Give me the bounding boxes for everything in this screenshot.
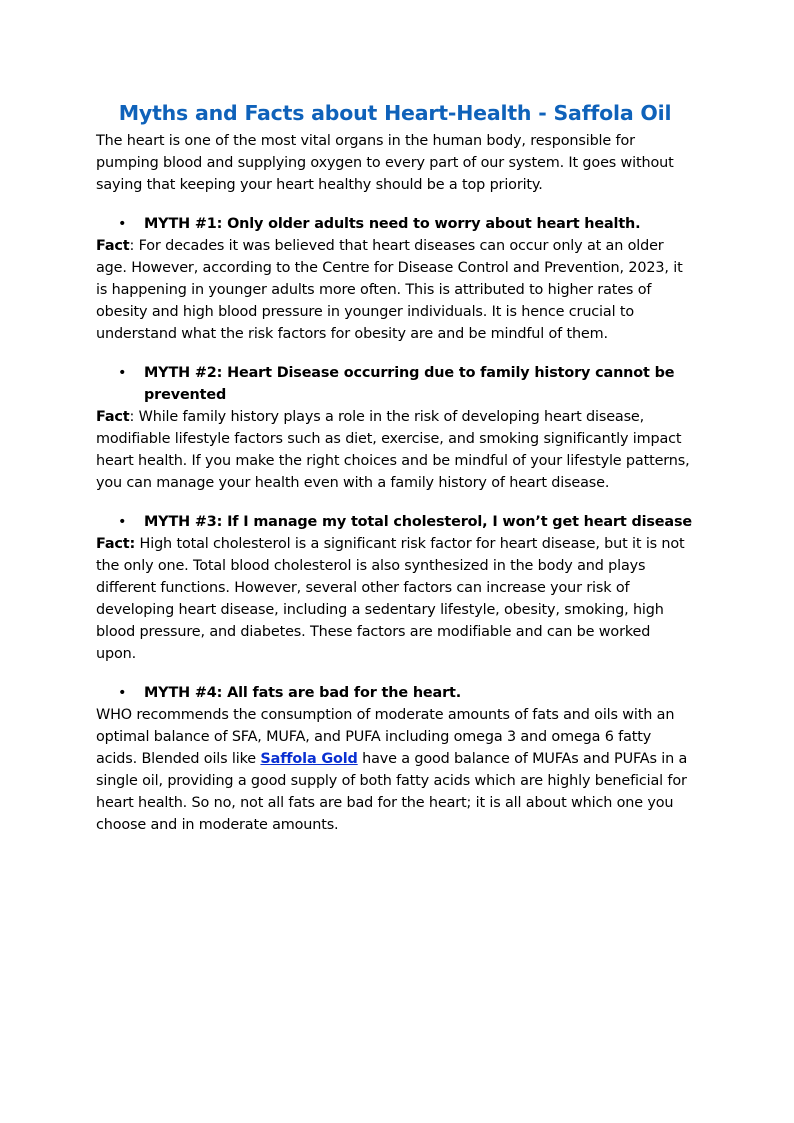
myth-1-fact [96,235,694,345]
myth-2-heading-text: MYTH #2: Heart Disease occurring due to family history cannot be prevented [144,365,675,403]
intro-paragraph: The heart is one of the most vital organs in the human body, responsible for pumping blood and supplying oxygen to every part of our system. It goes without saying that keeping your heart healthy should be a top priority. [96,133,674,193]
myth-2-heading [96,362,694,406]
myth-4-heading-text: MYTH #4: All fats are bad for the heart. [144,685,462,701]
bullet-icon: • [118,685,127,701]
fact-text-before-link: WHO recommends the consumption of moderate amounts of fats and oils with an optimal balance of SFA, MUFA, and PUFA including omega 3 and omega 6 fatty acids. Blended oils like [96,707,675,767]
myth-1-list [96,213,694,235]
document-page [96,96,694,836]
myth-4-list [96,682,694,704]
myth-3-list [96,511,694,533]
bullet-icon: • [118,216,127,232]
myth-3-heading-text: MYTH #3: If I manage my total cholesterol, I won’t get heart disease [144,514,692,530]
fact-text: High total cholesterol is a significant risk factor for heart disease, but it is not the only one. Total blood cholesterol is also synthesized in the body and plays different functions. However, several other factors can increase your risk of developing heart disease, including a sedentary lifestyle, obesity, smoking, high blood pressure, and diabetes. These factors are modifiable and can be worked upon. [96,536,685,662]
page-title: Myths and Facts about Heart-Health - Saffola Oil [118,101,672,125]
myth-1-heading [96,213,694,235]
fact-text: : While family history plays a role in the risk of developing heart disease, modifiable lifestyle factors such as diet, exercise, and smoking significantly impact heart health. If you make the right choices and be mindful of your lifestyle patterns, you can manage your health even with a family history of heart disease. [96,409,690,491]
myth-3-fact [96,533,694,665]
fact-label: Fact: [96,536,136,552]
myth-4-heading [96,682,694,704]
bullet-icon: • [118,514,127,530]
myth-2-fact [96,406,694,494]
saffola-gold-link[interactable]: Saffola Gold [260,751,358,767]
fact-text: : For decades it was believed that heart diseases can occur only at an older age. However, according to the Centre for Disease Control and Prevention, 2023, it is happening in younger adults more often. This is attributed to higher rates of obesity and high blood pressure in younger individuals. It is hence crucial to understand what the risk factors for obesity are and be mindful of them. [96,238,683,342]
bullet-icon: • [118,365,127,381]
fact-label: Fact [96,238,130,254]
myth-1-heading-text: MYTH #1: Only older adults need to worry about heart health. [144,216,641,232]
fact-text-after-link: have a good balance of MUFAs and PUFAs in a single oil, providing a good supply of both fatty acids which are highly beneficial for heart health. So no, not all fats are bad for the heart; it is all about which one you choose and in moderate amounts. [96,751,688,833]
fact-label: Fact [96,409,130,425]
myth-4-fact [96,704,694,836]
myth-2-list [96,362,694,406]
myth-3-heading [96,511,694,533]
